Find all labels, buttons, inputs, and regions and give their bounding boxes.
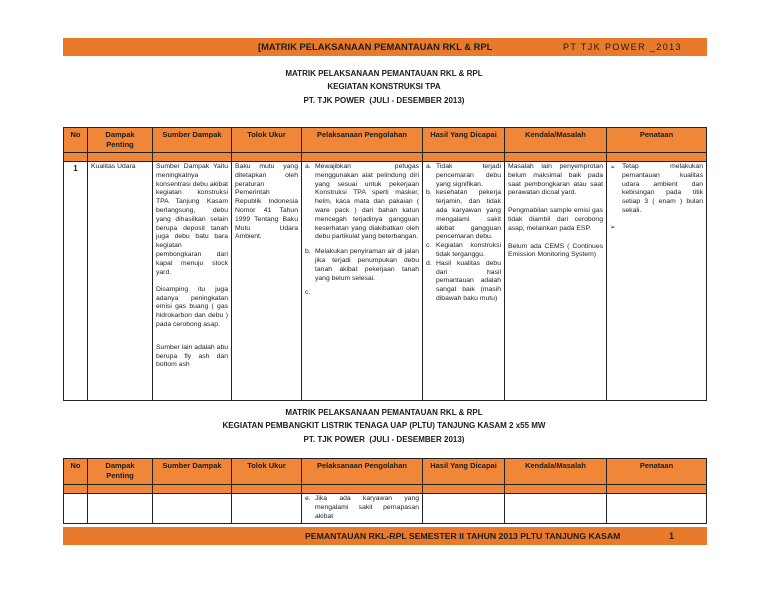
cell-hasil [423, 162, 505, 401]
list-item-text: Jika ada karyawan yang mengalami sakit pernapasan akibat [315, 495, 419, 520]
cell-kendala [505, 494, 607, 524]
header-band-cell [607, 485, 707, 494]
col-header-pelaksanaan: Pelaksanaan Pengolahan [302, 459, 423, 485]
col-header-kendala: Kendala/Masalah [505, 128, 607, 153]
arrow-bullet-icon: ➢ [610, 163, 616, 171]
list-item [610, 163, 703, 216]
col-header-penataan: Penataan [607, 459, 707, 485]
list-item-text: Melakukan penyiraman air di jalan jika terjadi penumpukan debu tanah akibat pekerjaan tanah yang belum selesai. [315, 248, 419, 282]
cell-penataan [607, 162, 707, 401]
section2-heading [0, 406, 768, 446]
header-band-cell [423, 153, 505, 162]
col-header-dampak-penting: Dampak Penting [88, 459, 153, 485]
header-band-cell [505, 153, 607, 162]
kendala-paragraph: Belum ada CEMS ( Continues Emission Monitoring System) [508, 242, 603, 259]
list-marker: a. [426, 163, 432, 170]
cell-sumber-dampak [153, 494, 232, 524]
section2-title: MATRIK PELAKSANAAN PEMANTAUAN RKL & RPL [285, 408, 483, 417]
col-header-no: No [64, 128, 88, 153]
list-item-text: Tidak terjadi pencemaran debu yang signifikan. [436, 163, 501, 188]
list-item-text: Hasil kualitas debu dari hasil pemantauan adalah sangat baik (masih dibawah baku mutu) [436, 259, 501, 302]
sumber-dampak-paragraph: Sumber lain adalah abu berupa fly ash dan bottom ash [156, 343, 228, 369]
cell-pelaksanaan [302, 162, 423, 401]
col-header-sumber-dampak: Sumber Dampak [153, 128, 232, 153]
list-marker: d. [426, 259, 432, 267]
list-marker: b. [426, 189, 432, 197]
sumber-dampak-paragraph: Disamping itu juga adanya peningkatan emisi gas buang ( gas hidrokarbon dan debu ) pada cerobong asap. [156, 285, 228, 329]
section2-subtitle: KEGIATAN PEMBANGKIT LISTRIK TENAGA UAP (PLTU) TANJUNG KASAM 2 x55 MW [222, 421, 546, 431]
header-band-cell [64, 153, 88, 162]
section1-period: PT. TJK POWER (JULI - DESEMBER 2013) [303, 95, 465, 105]
list-marker: c. [426, 242, 432, 250]
list-marker: e. [305, 495, 311, 502]
col-header-sumber-dampak: Sumber Dampak [153, 459, 232, 485]
section2-period: PT. TJK POWER (JULI - DESEMBER 2013) [303, 434, 465, 444]
cell-pelaksanaan [302, 494, 423, 524]
cell-tolok-ukur [232, 494, 302, 524]
header-bar-title: [MATRIK PELAKSANAAN PEMANTAUAN RKL & RPL [258, 41, 493, 52]
header-band-cell [153, 153, 232, 162]
list-item [305, 289, 419, 298]
list-item [426, 163, 501, 189]
footer-bar [63, 527, 707, 545]
list-item [426, 260, 501, 304]
list-item [305, 163, 419, 242]
header-bar [63, 38, 707, 56]
list-item [426, 242, 501, 260]
list-marker: c. [305, 289, 311, 297]
list-item [610, 223, 703, 232]
header-band-cell [505, 485, 607, 494]
cell-no [64, 494, 88, 524]
header-bar-company: PT TJK POWER _2013 [563, 42, 682, 52]
monitoring-table-2 [63, 458, 707, 524]
kendala-paragraph: Pengmabilan sample emisi gas tidak diambil dari cerobong asap, melainkan pada ESP. [508, 207, 603, 232]
header-band-cell [302, 485, 423, 494]
footer-title: PEMANTAUAN RKL-RPL SEMESTER II TAHUN 2013 PLTU TANJUNG KASAM [305, 531, 621, 541]
header-band-cell [607, 153, 707, 162]
col-header-penataan: Penataan [607, 128, 707, 153]
cell-kendala [505, 162, 607, 401]
header-band-cell [88, 485, 153, 494]
arrow-bullet-icon: ➢ [610, 222, 616, 231]
col-header-tolok-ukur: Tolok Ukur [232, 459, 302, 485]
cell-no: 1 [64, 162, 88, 401]
kendala-paragraph: Masalah lain penyemprotan belum maksimal baik pada saat pembongkaran atau saat perawatan dicoal yard. [508, 163, 603, 197]
col-header-no: No [64, 459, 88, 485]
list-item [305, 248, 419, 283]
list-item-text: Mewajibkan petugas menggunakan alat pelindung diri yang sesuai untuk pekerjaan Konstruksi TPA sperti masker, helm, kaca mata dan pakaian ( ware pack ) dari bahan katun mencegah terjadinya gangguan keserhatan yang diakibatkan oleh debu partikulat yang beterbangan. [315, 163, 419, 241]
monitoring-table-1 [63, 127, 707, 401]
header-band-cell [153, 485, 232, 494]
cell-hasil [423, 494, 505, 524]
header-band-cell [232, 485, 302, 494]
header-band-cell [232, 153, 302, 162]
col-header-hasil: Hasil Yang Dicapai [423, 459, 505, 485]
col-header-dampak-penting: Dampak Penting [88, 128, 153, 153]
list-item-text: kesehatan pekerja terjamin, dan tidak ada karyawan yang mengalami sakit akibat gangguan pencemaran debu. [436, 189, 501, 241]
list-marker: b. [305, 248, 311, 256]
header-band-cell [64, 485, 88, 494]
list-item-text: Tetap melakukan pemantauan kualitas udara ambient dan kebisingan pada titik setiap 3 ( enam ) bulan sekali. [622, 163, 703, 214]
list-marker: a. [305, 163, 311, 170]
col-header-hasil: Hasil Yang Dicapai [423, 128, 505, 153]
section1-heading [0, 67, 768, 107]
header-band-cell [423, 485, 505, 494]
col-header-pelaksanaan: Pelaksanaan Pengolahan [302, 128, 423, 153]
cell-dampak-penting [88, 494, 153, 524]
header-band-cell [302, 153, 423, 162]
list-item-text: Kegiatan konstruksi tidak terganggu. [436, 242, 501, 258]
col-header-tolok-ukur: Tolok Ukur [232, 128, 302, 153]
cell-dampak-penting: Kualitas Udara [88, 162, 153, 401]
header-band-cell [88, 153, 153, 162]
page-number: 1 [669, 531, 675, 541]
section1-subtitle: KEGIATAN KONSTRUKSI TPA [327, 82, 441, 92]
sumber-dampak-paragraph: Sumber Dampak Yaitu meningkatnya konsentrasi debu akibat kegiatan konstruksi TPA Tanjung Kasam berlangsung, debu yang dihasilkan selain berupa deposit tanah juga debu batu bara kegiatan pembongkaran dari kapal menuju stock yard. [156, 163, 228, 276]
cell-tolok-ukur: Baku mutu yang ditetapkan oleh peraturan Pemerintah Republik Indonesia Nomor 41 Tahun 1999 Tentang Baku Mutu Udara Ambient. [232, 162, 302, 401]
section1-title: MATRIK PELAKSANAAN PEMANTAUAN RKL & RPL [285, 69, 483, 78]
list-item [426, 189, 501, 242]
cell-sumber-dampak [153, 162, 232, 401]
list-item [305, 495, 419, 521]
cell-penataan [607, 494, 707, 524]
col-header-kendala: Kendala/Masalah [505, 459, 607, 485]
